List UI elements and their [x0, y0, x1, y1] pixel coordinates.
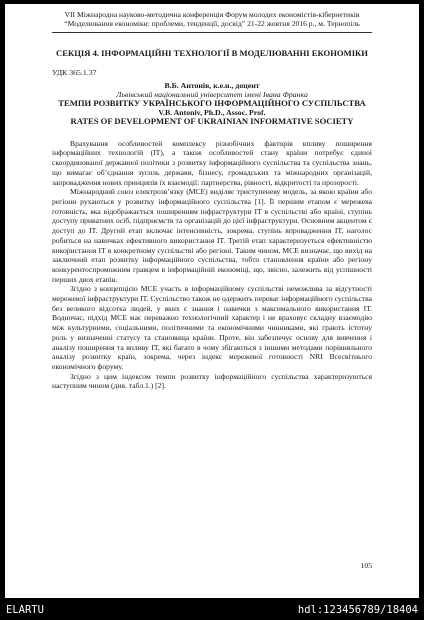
affiliation: Львівський національний університет імені Івана Франка — [116, 89, 308, 99]
conference-header — [52, 11, 372, 29]
header-rule — [52, 32, 372, 33]
repository-footer — [0, 598, 424, 620]
document-page — [5, 4, 419, 598]
udk-code: УДК 365.1.37 — [52, 67, 97, 77]
paragraph: Згідно з цим індексом темпи розвитку інформаційного суспільства характеризуються наступним чином (див. табл.1.) [2]. — [52, 371, 372, 391]
section-title: СЕКЦІЯ 4. ІНФОРМАЦІЙНІ ТЕХНОЛОГІЇ В МОДЕЛЮВАННІ ЕКОНОМІКИ — [56, 47, 368, 58]
article-body — [52, 139, 372, 391]
paragraph: Врахування особливостей комплексу різнобічних факторів впливу поширення інформаційних технологій (ІТ), а також особливостей стану країни потребує єдиної скоординованої державної політики з розвитку інформаційного суспільства та суспільства знань, що вимагає об’єднання зусиль держави, бізнесу, громадських та міжнародних організацій, запровадження нових принципів їх взаємодії: партнерства, рівності, відкритості та прозорості. — [52, 138, 372, 187]
repository-name: ELARTU — [6, 604, 44, 616]
article-title-ua: ТЕМПИ РОЗВИТКУ УКРАЇНСЬКОГО ІНФОРМАЦІЙНОГО СУСПІЛЬСТВА — [58, 97, 366, 108]
article-title-en: RATES OF DEVELOPMENT OF UKRAINIAN INFORMATIVE SOCIETY — [70, 116, 354, 127]
handle-id[interactable]: hdl:123456789/18404 — [297, 604, 418, 616]
page-number: 105 — [360, 561, 372, 570]
author-en: V.B. Antoniv, Ph.D., Assoc. Prof. — [158, 108, 266, 118]
conference-header-line-1: VII Міжнародна науково-методична конференція Форум молодих економістів-кібернетиків — [64, 10, 360, 19]
paragraph: Міжнародний союз електрозв’язку (МСЕ) виділяє триступеневу модель, за якою країни або регіони рухаються у розвитку інформаційного суспільства [1]. Її першим етапом є мережева готовність, яка відображається поширенням інфраструктури ІТ в суспільстві або країні, ступінь доступу приватних осіб, підприємств та організацій до цієї інфраструктури. Основним акцентом є доступ до ІТ. Другий етап включає інтенсивність, зокрема, ступінь впровадження ІТ, наголос робиться на навичках ефективного використання ІТ. Третій етап характеризується ефективністю використання ІТ в конкретному суспільстві або регіоні. Таким чином, МСЕ визначає, що вихід на заключний етап розвитку інформаційного суспільства, тобто становлення країни або регіону конкурентоспроможним гравцем в інформаційній економіці, що, звісно, залежить від успішності перших двох етапів. — [52, 187, 372, 284]
author-ua: В.Б. Антонів, к.е.н., доцент — [164, 80, 260, 90]
conference-header-line-2: “Моделювання економіки: проблеми, тенденції, досвід” 21-22 жовтня 2016 р., м. Тернопіль — [64, 18, 360, 28]
paragraph: Згідно з концепцією МСЕ участь в інформаційному суспільстві неможлива за відсутності мережевої інфраструктури ІТ. Суспільство також не одержить переваг інформаційного суспільства без великого відсотка людей, у яких є знання і навички з максимального використання ІТ. Водночас, підхід МСЕ має переважно технологічний характер і не враховує складну взаємодію між культурними, соціальними, політичними та економічними чинниками, які грають істотну роль у визначенні статусу та становища країни. Проте, він забезпечує основу для вивчення і аналізу поширення та впливу ІТ, які багато в чому збігаються з іншими методами порівняльного аналізу розвитку країн, зокрема, через індекс мережевої готовності NRI Всесвітнього економічного форуму. — [52, 284, 372, 371]
